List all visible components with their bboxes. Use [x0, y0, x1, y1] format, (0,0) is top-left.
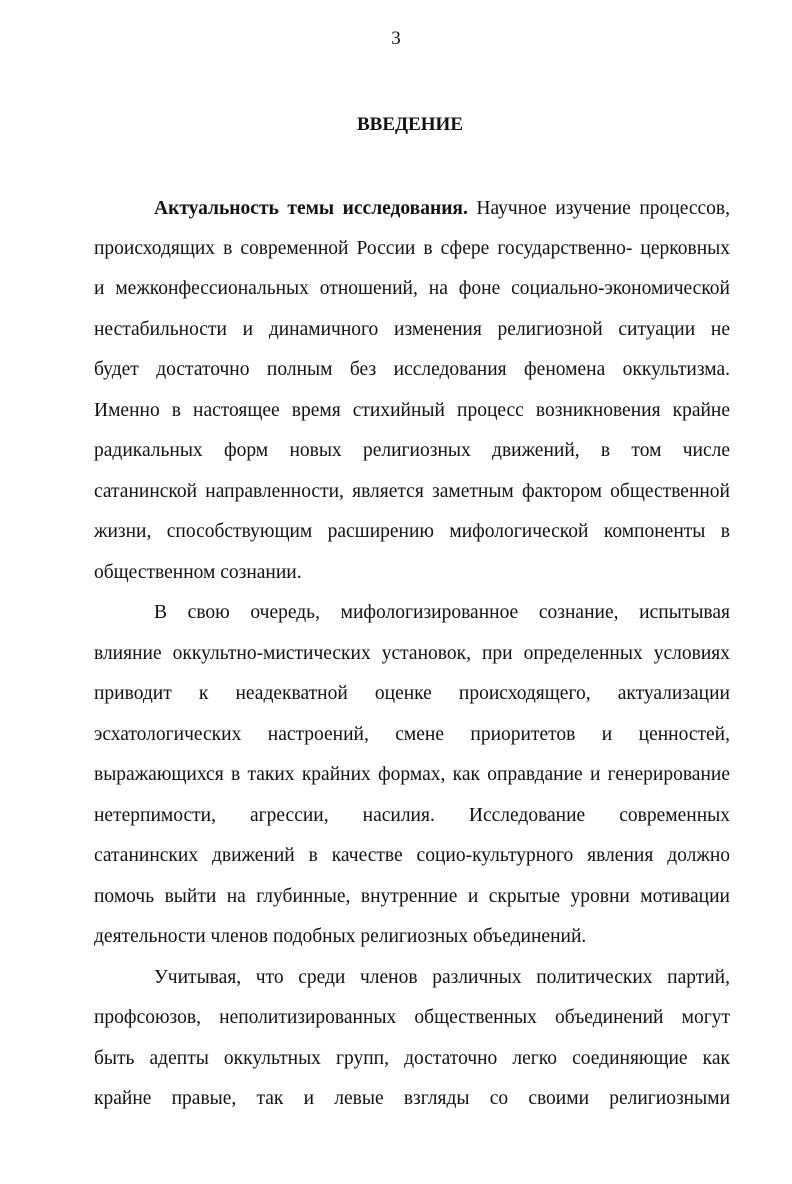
paragraph-2-line-3: приводит к неадекватной оценке происходящего, актуализации [94, 683, 730, 704]
paragraph-1-line-1 [154, 197, 730, 221]
paragraph-1-line-1-text: Научное изучение процессов, [467, 198, 730, 219]
paragraph-1-line-9: жизни, способствующим расширению мифологической компоненты в [94, 521, 730, 542]
paragraph-3-line-3: быть адепты оккультных групп, достаточно легко соединяющие как [94, 1048, 730, 1069]
paragraph-2-line-5: выражающихся в таких крайних формах, как оправдание и генерирование [94, 764, 730, 785]
paragraph-2-line-2: влияние оккультно-мистических установок, при определенных условиях [94, 643, 730, 664]
paragraph-1-line-6: Именно в настоящее время стихийный процесс возникновения крайне [94, 400, 730, 421]
paragraph-2-line-8: помочь выйти на глубинные, внутренние и скрытые уровни мотивации [94, 886, 730, 907]
paragraph-1-lead: Актуальность темы исследования. [154, 198, 468, 219]
paragraph-1-line-3: и межконфессиональных отношений, на фоне социально-экономической [94, 278, 730, 299]
paragraph-2-line-9: деятельности членов подобных религиозных объединений. [94, 926, 587, 947]
paragraph-1-line-4: нестабильности и динамичного изменения религиозной ситуации не [94, 319, 730, 340]
paragraph-1-line-10: общественном сознании. [94, 562, 302, 583]
paragraph-2-line-1: В свою очередь, мифологизированное сознание, испытывая [154, 602, 730, 623]
paragraph-1-line-5: будет достаточно полным без исследования феномена оккультизма. [94, 359, 730, 380]
paragraph-3-line-1: Учитывая, что среди членов различных политических партий, [154, 967, 730, 988]
paragraph-1-line-2: происходящих в современной России в сфере государственно- церковных [94, 238, 730, 259]
paragraph-1-line-8: сатанинской направленности, является заметным фактором общественной [94, 481, 730, 502]
paragraph-2-line-6: нетерпимости, агрессии, насилия. Исследование современных [94, 805, 730, 826]
paragraph-3-line-4: крайне правые, так и левые взгляды со своими религиозными [94, 1088, 730, 1109]
section-heading: ВВЕДЕНИЕ [357, 114, 463, 135]
paragraph-2-line-4: эсхатологических настроений, смене приоритетов и ценностей, [94, 724, 730, 745]
paragraph-2-line-7: сатанинских движений в качестве социо-культурного явления должно [94, 845, 730, 866]
page-number: 3 [391, 28, 401, 49]
paragraph-1-line-7: радикальных форм новых религиозных движений, в том числе [94, 440, 730, 461]
paragraph-3-line-2: профсоюзов, неполитизированных общественных объединений могут [94, 1007, 730, 1028]
